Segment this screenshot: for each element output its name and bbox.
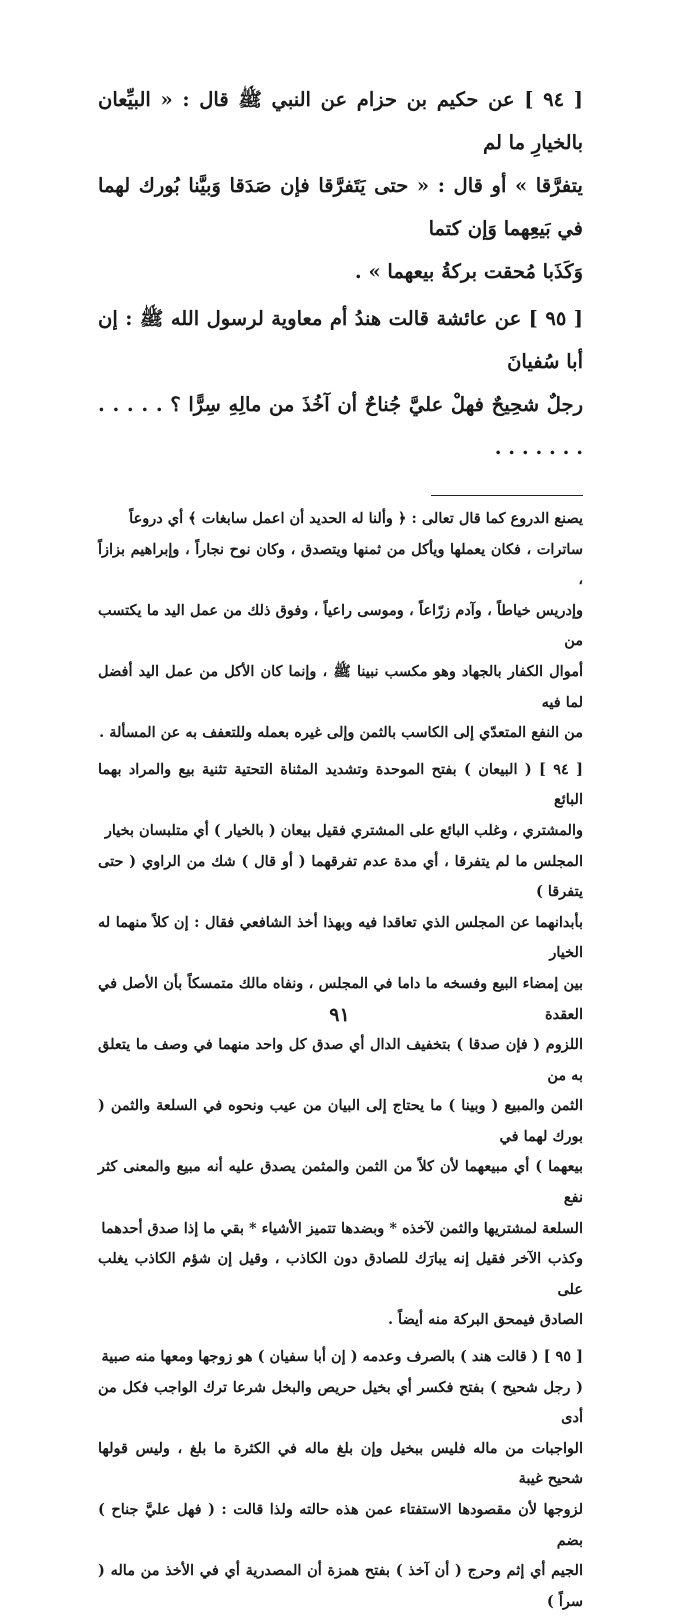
text-line: بأبدانهما عن المجلس الذي تعاقدا فيه وبهذا أخذ الشافعي فقال : إن كلاً منهما له الخيار [98,913,583,962]
page-number: ٩١ [329,1004,350,1026]
commentary-94 [98,755,583,1336]
text-line: [ ٩٤ ] ( البيعان ) بفتح الموحدة وتشديد المثناة التحتية تثنية بيع والمراد بهما البائع [98,760,583,809]
text-line: وَكَذَبا مُحقت بركةُ بيعهما » . [354,260,583,283]
text-line: الصادق فيمحق البركة منه أيضاً . [387,1311,583,1329]
text-line: الجيم أي إثم وحرج ( أن آخذ ) بفتح همزة أن المصدرية أي في الأخذ من ماله ( سراً ) [98,1562,583,1610]
text-line: الثمن والمبيع ( وبينا ) ما يحتاج إلى البيان من عيب ونحوه في السلعة والثمن ( بورك لهما في [98,1097,583,1145]
text-line: بين إمضاء البيع وفسخه ما داما في المجلس ، ونفاه مالك متمسكاً بأن الأصل في العقدة [98,974,583,1023]
text-line: [ ٩٥ ] ( قالت هند ) بالصرف وعدمه ( إن أبا سفيان ) هو زوجها ومعها منه صبية [101,1348,583,1366]
text-line: رجلٌ شحِيحٌ فهلْ عليَّ جُناحٌ أن آخُذَ من مالِهِ سِرًّا ؟ . . . . . . . . . . . . [98,393,583,459]
text-line: يتفرَّقا » أو قال : « حتى يَتَفرَّقا فإن صَدَقا وَبيَّنا بُورك لهما في بَيعِهما وَإن كتما [98,174,583,240]
text-line: يصنع الدروع كما قال تعالى : ﴿ وألنا له الحديد أن اعمل سابغات ﴾ أي دروعاً [129,510,583,527]
text-line: بيعهما ) أي مبيعهما لأن كلاً من الثمن والمثمن يصدق عليه أنه مبيع والمعنى كثر نفع [98,1158,583,1207]
text-line: وإدريس خياطاً ، وآدم زرّاعاً ، وموسى راعياً ، وفوق ذلك من عمل اليد ما يكتسب من [98,601,583,650]
text-line: ساترات ، فكان يعملها ويأكل من ثمنها ويتصدق ، وكان نوح نجاراً ، وإبراهيم بزازاً ، [98,540,583,589]
text-line: لزوجها لأن مقصودها الاستفتاء عمن هذه حالته ولذا قالت : ( فهل عليَّ جناح ) بضم [98,1501,583,1549]
commentary-continuation [98,504,583,749]
text-line: اللزوم ( فإن صدقا ) بتخفيف الدال أي صدق كل واحد منهما في وصف ما يتعلق به من [98,1036,583,1084]
text-line: ( رجل شحيح ) بفتح فكسر أي بخيل حريص والبخل شرعا ترك الواجب فكل من أدى [98,1378,583,1427]
text-line: من النفع المتعدّي إلى الكاسب بالثمن وإلى غيره بعمله وللتعفف به عن المسألة . [99,724,583,742]
text-line: الواجبات من ماله فليس ببخيل وإن بلغ ماله في الكثرة ما بلغ ، وليس قولها شحيح غيبة [98,1439,583,1488]
text-line: أموال الكفار بالجهاد وهو مكسب نبينا ﷺ ، وإنما كان الأكل من عمل اليد أفضل لما فيه [98,662,583,711]
hadith-95 [98,297,583,469]
text-line: السلعة لمشتريها والثمن لآخذه * وبضدها تتميز الأشياء * بقي ما إذا صدق أحدهما [101,1219,583,1237]
footnote-divider [431,495,583,496]
hadith-block [98,78,583,469]
text-line: وكذب الآخر فقيل إنه يبارَك للصادق دون الكاذب ، وقيل إن شؤم الكاذب يغلب على [98,1250,583,1298]
text-line: [ ٩٤ ] عن حكيم بن حزام عن النبي ﷺ قال : « البيِّعان بالخيارِ ما لم [98,88,583,154]
text-line: [ ٩٥ ] عن عائشة قالت هندُ أم معاوية لرسول الله ﷺ : إن أبا سُفيانَ [98,307,583,373]
hadith-94 [98,78,583,293]
text-line: والمشتري ، وغلب البائع على المشتري فقيل بيعان ( بالخيار ) أي متلبسان بخيار [104,821,583,839]
text-line: المجلس ما لم يتفرقا ، أي مدة عدم تفرقهما ( أو قال ) شك من الراوي ( حتى يتفرقا ) [98,852,583,901]
commentary-95 [98,1342,583,1617]
commentary-block [98,504,583,1617]
